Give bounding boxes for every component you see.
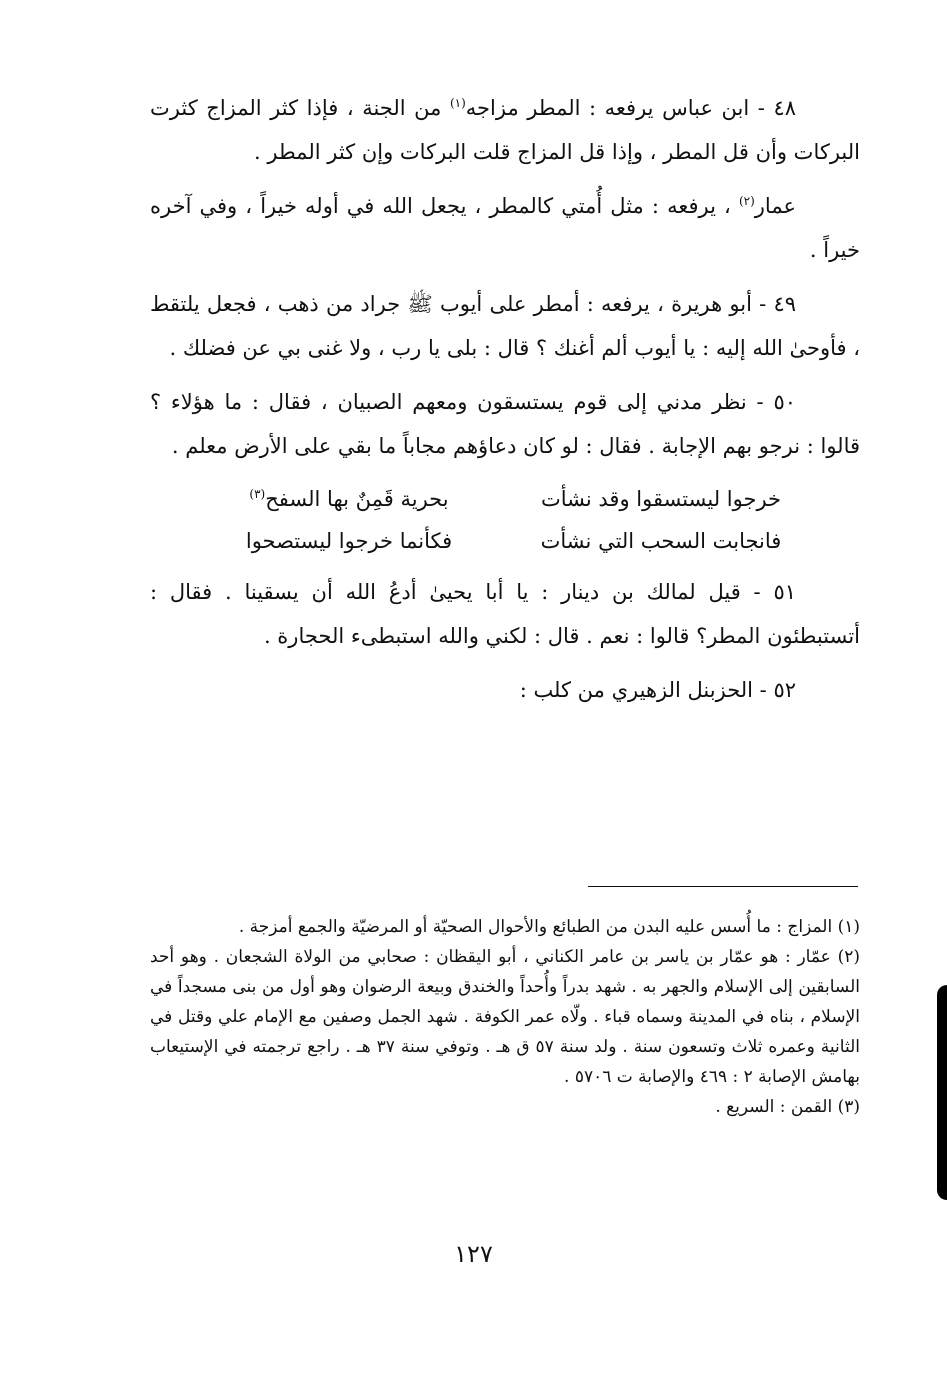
- footnote-2: (٢) عمّار : هو عمّار بن ياسر بن عامر الكناني ، أبو اليقظان : صحابي من الولاة الشجعان . وهو أحد السابقين إلى الإسلام والجهر به . شهد بدراً وأُحداً والخندق وبيعة الرضوان وهو أول من بنى مسجداً في الإسلام ، بناه في المدينة وسماه قباء . ولّاه عمر الكوفة . شهد الجمل وصفين مع الإمام علي وقتل في الثانية وعمره ثلاث وتسعون سنة . ولد سنة ٥٧ ق هـ . وتوفي سنة ٣٧ هـ . راجع ترجمته في الإستيعاب بهامش الإصابة ٢ : ٤٦٩ والإصابة ت ٥٧٠٦ .: [150, 947, 860, 1087]
- entry-52: ٥٢ - الحزبنل الزهيري من كلب :: [519, 678, 796, 702]
- entry-48: [150, 86, 860, 174]
- entry-text: ، يرفعه : مثل أُمتي كالمطر ، يجعل الله في أوله خيراً ، وفي آخره خيراً .: [150, 194, 860, 262]
- footnote-divider: [588, 886, 858, 887]
- footnote-ref: (١): [449, 96, 466, 110]
- footnote-3: (٣) القمن : السريع .: [715, 1097, 860, 1117]
- entry-text: عمار: [754, 194, 796, 218]
- entry-51: ٥١ - قيل لمالك بن دينار : يا أبا يحيىٰ أدعُ الله أن يسقينا . فقال : أتستبطئون المطر؟ قالوا : نعم . قال : لكني والله استبطىء الحجارة .: [150, 580, 860, 648]
- main-text: [150, 86, 860, 722]
- footnote-ref: (٢): [738, 194, 755, 208]
- entry-text: ٤٨ - ابن عباس يرفعه : المطر مزاجه: [465, 96, 796, 120]
- footnotes: [150, 912, 860, 1122]
- poem-hemistich-left: فكأنما خرجوا ليستصحوا: [245, 529, 453, 553]
- poem: [205, 478, 805, 562]
- footnote-ref: (٣): [249, 487, 266, 501]
- entry-49: ٤٩ - أبو هريرة ، يرفعه : أمطر على أيوب ﷺ جراد من ذهب ، فجعل يلتقط ، فأوحىٰ الله إليه : يا أيوب ألم أغنك ؟ قال : بلى يا رب ، ولا غنى بي عن فضلك .: [150, 292, 860, 360]
- entry-ammar: [150, 184, 860, 272]
- entry-text: من الجنة ، فإذا كثر المزاج كثرت البركات وأن قل المطر ، وإذا قل المزاج قلت البركات وإن كثر المطر .: [150, 96, 860, 164]
- poem-hemistich-right: خرجوا ليستسقوا وقد نشأت: [540, 487, 782, 511]
- poem-verse: [205, 520, 805, 562]
- poem-verse: [205, 478, 805, 520]
- footnote-1: (١) المزاج : ما أُسس عليه البدن من الطبائع والأحوال الصحيّة أو المرضيّة والجمع أمزجة .: [238, 917, 860, 937]
- scan-edge-mark: [937, 985, 947, 1200]
- hemistich-text: بحرية قَمِنٌ بها السفح: [265, 487, 449, 511]
- page-number: ١٢٧: [454, 1240, 493, 1268]
- entry-50: ٥٠ - نظر مدني إلى قوم يستسقون ومعهم الصبيان ، فقال : ما هؤلاء ؟ قالوا : نرجو بهم الإجابة . فقال : لو كان دعاؤهم مجاباً ما بقي على الأرض معلم .: [150, 390, 860, 458]
- poem-hemistich-right: فانجابت السحب التي نشأت: [540, 529, 782, 553]
- poem-hemistich-left: [205, 478, 493, 520]
